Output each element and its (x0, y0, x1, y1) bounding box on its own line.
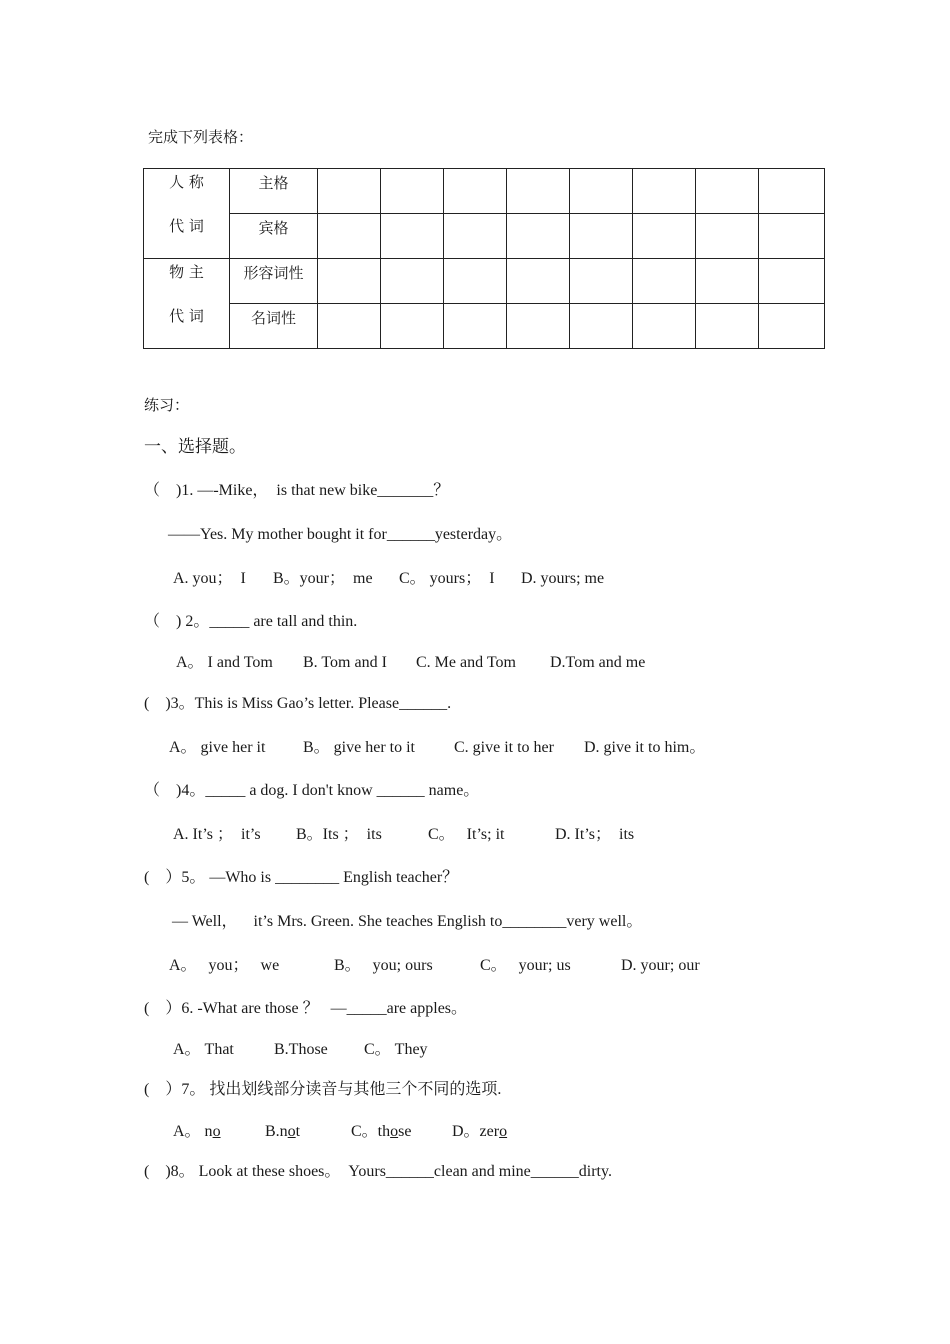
cell[interactable] (444, 214, 507, 259)
q2-option-a[interactable]: A。 I and Tom (176, 654, 273, 671)
cell[interactable] (318, 259, 381, 304)
q5-option-d[interactable]: D. your; our (621, 957, 700, 974)
q3-option-a[interactable]: A。 give her it (169, 739, 266, 756)
cell[interactable] (381, 169, 444, 214)
cell[interactable] (507, 214, 570, 259)
row-label-object: 宾格 (230, 214, 318, 259)
cell[interactable] (759, 304, 825, 349)
q7-option-c[interactable]: C。those (351, 1123, 412, 1140)
q8-stem: ( )8。 Look at these shoes。 Yours______clean and mine______dirty. (144, 1163, 612, 1180)
q7-option-a[interactable]: A。 no (173, 1123, 221, 1140)
cell[interactable] (633, 304, 696, 349)
cell[interactable] (444, 169, 507, 214)
q1-option-d[interactable]: D. yours; me (521, 570, 605, 587)
possessive-pronoun-header (144, 259, 230, 349)
cell[interactable] (570, 214, 633, 259)
group1-line2: 代 词 (169, 217, 204, 235)
row-label-subject: 主格 (230, 169, 318, 214)
cell[interactable] (570, 169, 633, 214)
group1-line1: 人 称 (169, 173, 204, 191)
cell[interactable] (759, 214, 825, 259)
cell[interactable] (381, 259, 444, 304)
q1-stem: （ )1. —-Mike， is that new bike_______？ (144, 482, 450, 499)
cell[interactable] (759, 169, 825, 214)
q3-option-b[interactable]: B。 give her to it (303, 739, 415, 756)
cell[interactable] (444, 304, 507, 349)
q5-line2: — Well， it’s Mrs. Green. She teaches English to________very well。 (172, 913, 643, 930)
q6-option-b[interactable]: B.Those (274, 1041, 328, 1058)
group2-line1: 物 主 (169, 263, 204, 281)
q1-line2: ——Yes. My mother bought it for______yesterday。 (168, 526, 513, 543)
q1-option-c[interactable]: C。 yours； I (399, 570, 495, 587)
cell[interactable] (381, 304, 444, 349)
practice-label: 练习： (144, 396, 190, 414)
personal-pronoun-header (144, 169, 230, 259)
q4-option-b[interactable]: B。Its ； its (296, 826, 382, 843)
cell[interactable] (507, 304, 570, 349)
q6-stem: ( ）6. -What are those ？ —_____are apples。 (144, 1000, 468, 1017)
q1-option-b[interactable]: B。your； me (273, 570, 373, 587)
q4-option-a[interactable]: A. It’s ； it’s (173, 826, 261, 843)
instruction: 完成下列表格： (148, 128, 254, 146)
q1-option-a[interactable]: A. you； I (173, 570, 246, 587)
q4-stem: （ )4。_____ a dog. I don't know ______ name。 (144, 782, 480, 799)
q5-option-a[interactable]: A。 you； we (169, 957, 280, 974)
table-row (144, 259, 825, 304)
table-row (144, 214, 825, 259)
cell[interactable] (318, 304, 381, 349)
q7-stem: ( ）7。 找出划线部分读音与其他三个不同的选项. (144, 1081, 502, 1098)
cell[interactable] (696, 214, 759, 259)
cell[interactable] (633, 169, 696, 214)
section-title: 一、选择题。 (144, 437, 246, 457)
cell[interactable] (696, 304, 759, 349)
cell[interactable] (318, 214, 381, 259)
cell[interactable] (633, 259, 696, 304)
q5-option-b[interactable]: B。 you; ours (334, 957, 433, 974)
q4-option-d[interactable]: D. It’s； its (555, 826, 635, 843)
cell[interactable] (570, 259, 633, 304)
q5-stem: ( ）5。 —Who is ________ English teacher？ (144, 869, 459, 886)
q2-option-c[interactable]: C. Me and Tom (416, 654, 516, 671)
q3-option-d[interactable]: D. give it to him。 (584, 739, 706, 756)
q2-option-b[interactable]: B. Tom and I (303, 654, 387, 671)
cell[interactable] (507, 259, 570, 304)
row-label-noun: 名词性 (230, 304, 318, 349)
q7-option-d[interactable]: D。zero (452, 1123, 508, 1140)
cell[interactable] (633, 214, 696, 259)
row-label-adjective: 形容词性 (230, 259, 318, 304)
group2-line2: 代 词 (169, 307, 204, 325)
cell[interactable] (759, 259, 825, 304)
cell[interactable] (444, 259, 507, 304)
pronoun-table (143, 168, 825, 349)
cell[interactable] (696, 169, 759, 214)
q2-stem: （ ) 2。_____ are tall and thin. (144, 613, 358, 630)
cell[interactable] (381, 214, 444, 259)
q4-option-c[interactable]: C。 It’s; it (428, 826, 505, 843)
cell[interactable] (507, 169, 570, 214)
q5-option-c[interactable]: C。 your; us (480, 957, 571, 974)
q2-option-d[interactable]: D.Tom and me (550, 654, 646, 671)
cell[interactable] (570, 304, 633, 349)
q6-option-a[interactable]: A。 That (173, 1041, 234, 1058)
cell[interactable] (696, 259, 759, 304)
table-row (144, 169, 825, 214)
q7-option-b[interactable]: B.not (265, 1123, 301, 1140)
q3-option-c[interactable]: C. give it to her (454, 739, 554, 756)
table-row (144, 304, 825, 349)
cell[interactable] (318, 169, 381, 214)
q3-stem: ( )3。This is Miss Gao’s letter. Please______. (144, 695, 452, 712)
q6-option-c[interactable]: C。 They (364, 1041, 428, 1058)
